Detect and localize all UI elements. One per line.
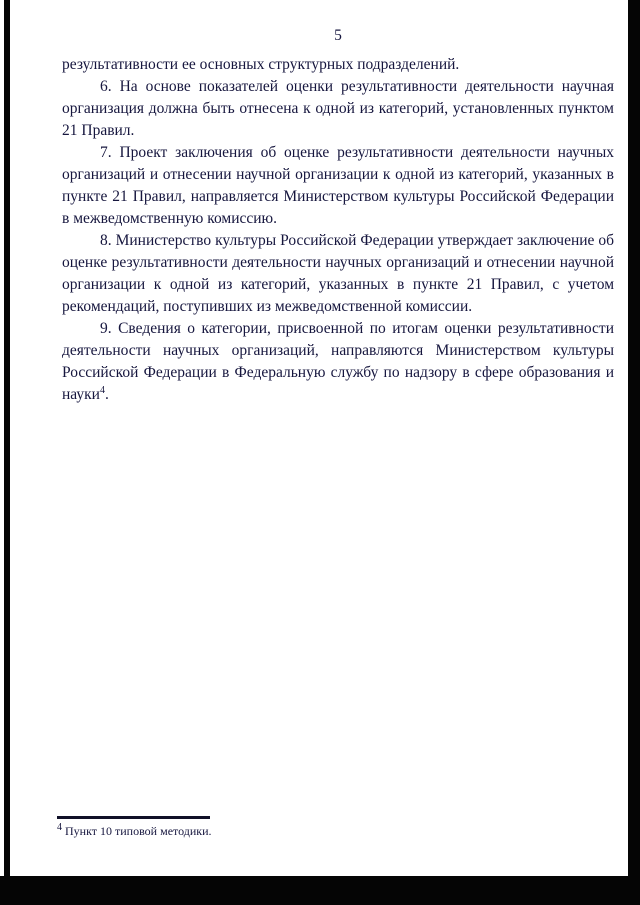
- page-number: 5: [334, 27, 342, 44]
- paragraph-9: [62, 318, 614, 406]
- scan-edge-left: [4, 0, 10, 905]
- paragraph-8: 8. Министерство культуры Российской Федерации утверждает заключение об оценке результативности деятельности научных организаций и отнесении научной организации к одной из категорий, указанных в пункте 21 Правил, с учетом рекомендаций, поступивших из межведомственной комиссии.: [62, 232, 614, 315]
- footnote-reference: 4: [99, 384, 105, 396]
- scan-edge-bottom: [0, 876, 640, 905]
- paragraph-9-tail: .: [104, 386, 109, 403]
- footnote-separator: [57, 816, 210, 819]
- scan-edge-right: [628, 0, 640, 905]
- paragraph-9-text: 9. Сведения о категории, присвоенной по итогам оценки результативности деятельности научных организаций, направляются Министерством культуры Российской Федерации в Федеральную службу по надзору в сфере образования и науки: [62, 320, 614, 403]
- document-body: [62, 54, 614, 406]
- paragraph-7: 7. Проект заключения об оценке результативности деятельности научных организаций и отнесении научной организации к одной из категорий, указанных в пункте 21 Правил, направляется Министерством культуры Российской Федерации в межведомственную комиссию.: [62, 144, 614, 227]
- paragraph-continuation: результативности ее основных структурных подразделений.: [62, 56, 460, 73]
- footnote-content: Пункт 10 типовой методики.: [62, 824, 212, 838]
- paragraph-6: 6. На основе показателей оценки результативности деятельности научная организация должна быть отнесена к одной из категорий, установленных пунктом 21 Правил.: [62, 78, 614, 139]
- footnote-text: [57, 824, 457, 839]
- footnote-marker: 4: [57, 822, 62, 833]
- footnote-area: [57, 816, 457, 839]
